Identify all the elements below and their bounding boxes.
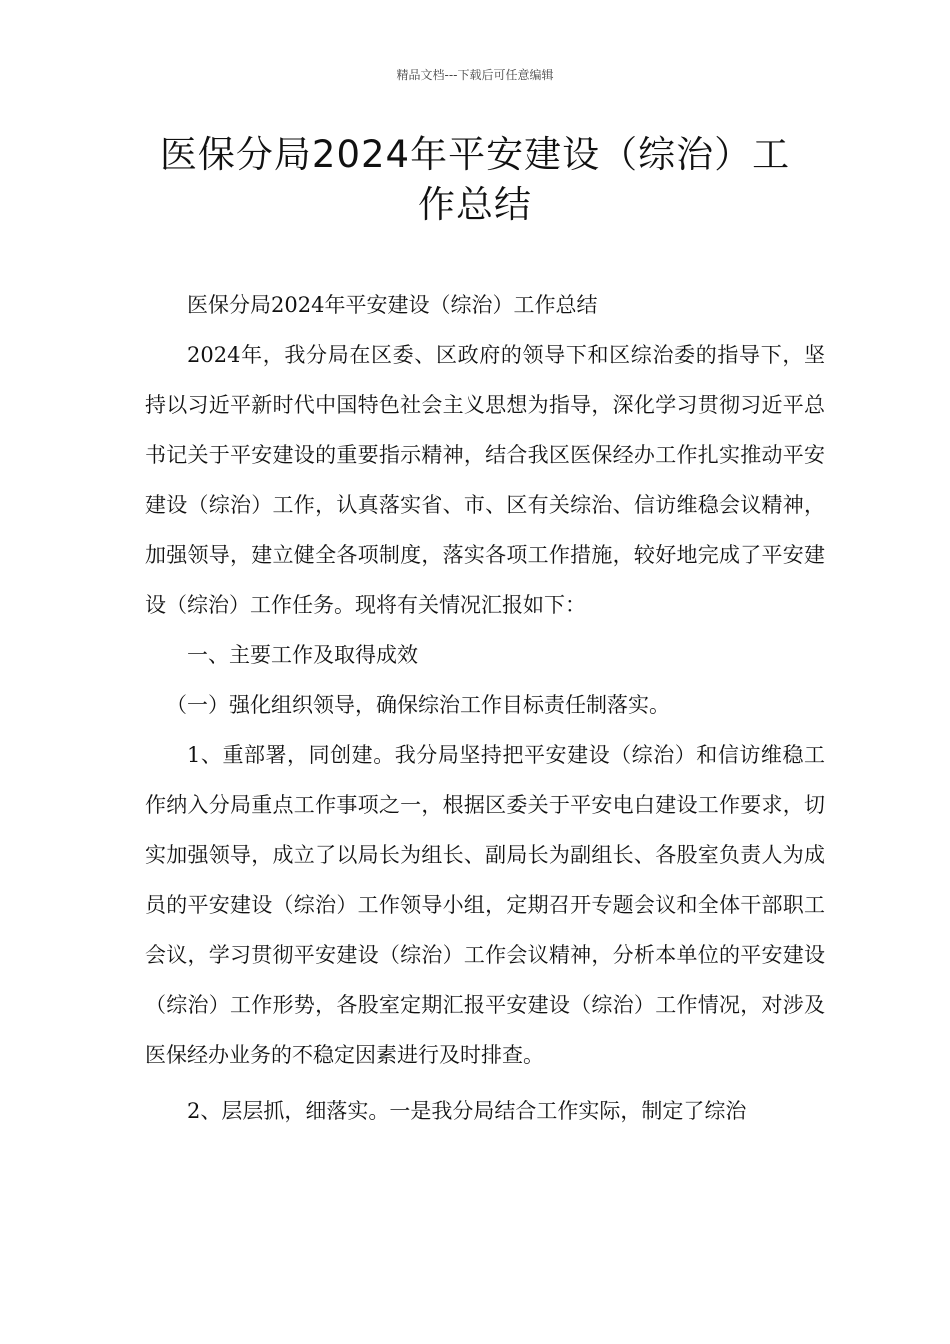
header-note: 精品文档---下载后可任意编辑 [396, 68, 554, 82]
title-line-2: 作总结 [418, 183, 532, 226]
paragraph-intro: 2024年，我分局在区委、区政府的领导下和区综治委的指导下，坚持以习近平新时代中国特色社会主义思想为指导，深化学习贯彻习近平总书记关于平安建设的重要指示精神，结合我区医保经办工作扎实推动平安建设（综治）工作，认真落实省、市、区有关综治、信访维稳会议精神，加强领导，建立健全各项制度，落实各项工作措施，较好地完成了平安建设（综治）工作任务。现将有关情况汇报如下： [145, 343, 825, 617]
paragraph-subtitle: 医保分局2024年平安建设（综治）工作总结 [187, 293, 598, 317]
document-body [145, 280, 825, 1136]
paragraph-item-1: 1、重部署，同创建。我分局坚持把平安建设（综治）和信访维稳工作纳入分局重点工作事项之一，根据区委关于平安电白建设工作要求，切实加强领导，成立了以局长为组长、副局长为副组长、各股室负责人为成员的平安建设（综治）工作领导小组，定期召开专题会议和全体干部职工会议，学习贯彻平安建设（综治）工作会议精神，分析本单位的平安建设（综治）工作形势，各股室定期汇报平安建设（综治）工作情况，对涉及医保经办业务的不稳定因素进行及时排查。 [145, 743, 825, 1067]
paragraph-item-2: 2、层层抓，细落实。一是我分局结合工作实际，制定了综治 [187, 1099, 747, 1123]
subsection-heading-1: （一）强化组织领导，确保综治工作目标责任制落实。 [166, 693, 670, 717]
title-line-1: 医保分局2024年平安建设（综治）工 [159, 133, 791, 176]
section-heading-1: 一、主要工作及取得成效 [187, 643, 418, 667]
document-title [120, 130, 830, 230]
